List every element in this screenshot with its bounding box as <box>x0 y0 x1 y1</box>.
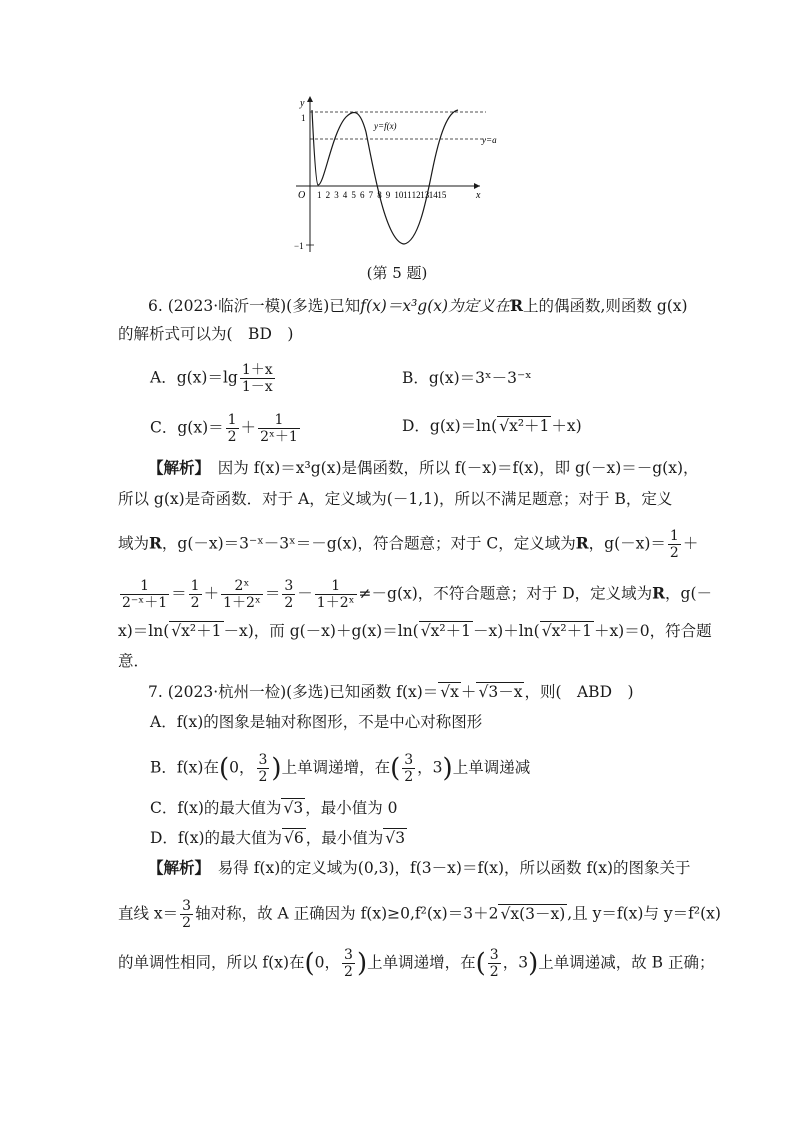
q6-option-c-plus: ＋ <box>240 418 257 437</box>
q6-a5-sqrt3: √x²＋1 <box>541 622 592 640</box>
q6-a4-frac1 <box>120 578 169 611</box>
q7-ob-paren2: ) <box>271 753 282 784</box>
q7-oc-a: C．f(x)的最大值为 <box>150 799 282 817</box>
q6-a4end: ，g(－ <box>665 584 713 603</box>
q7-ob-paren4: ) <box>442 753 453 784</box>
q6-option-a-num: 1＋x <box>241 362 273 378</box>
q6-answer-line1 <box>148 456 699 480</box>
x-tick-label: 11 <box>403 190 412 200</box>
q6-a4f2d: 2 <box>190 595 200 611</box>
q7-a3-paren2: ) <box>356 948 368 979</box>
q6-a4f5n: 1 <box>315 578 357 595</box>
q6-answer-line6: 意． <box>118 652 150 670</box>
q6-a3fd: 2 <box>669 545 679 561</box>
q6-stem-b: f(x)＝x³g(x)为定义在 <box>360 297 511 315</box>
x-tick-label: 2 <box>325 190 331 200</box>
q7-option-a: A．f(x)的图象是轴对称图形，不是中心对称图形 <box>150 713 483 731</box>
q7-a3c: 上单调递减，故 B 正确； <box>538 953 715 972</box>
q7-ob-frac2 <box>402 752 415 785</box>
q7-option-b <box>150 752 530 785</box>
q6-answer-line5 <box>118 619 712 643</box>
q7-ob-frac1 <box>257 752 270 785</box>
q6-a3b: ，g(－x)＝3⁻ˣ－3ˣ＝－g(x)，符合题意；对于 C，定义域为 <box>161 534 576 553</box>
q7-od-b: ，最小值为 <box>305 829 384 847</box>
x-tick-label: 6 <box>360 190 365 200</box>
q7-oc-s: 3 <box>293 799 304 817</box>
q6-option-d-sqrt-body: x²＋1 <box>509 417 550 435</box>
curve-label: y=f(x) <box>374 121 397 131</box>
q7-a2b: 轴对称，故 A 正确因为 f(x)≥0,f²(x)＝3＋2 <box>195 904 499 923</box>
y-top-label: 1 <box>301 113 306 123</box>
q6-a4f5d: 1＋2ˣ <box>316 595 355 611</box>
q6-a5-sqrt2: √x²＋1 <box>420 622 471 640</box>
q6-answer-l1: 因为 f(x)＝x³g(x)是偶函数，所以 f(－x)＝f(x)，即 g(－x)＝－g(x)， <box>217 459 699 477</box>
y-axis-label: y <box>300 98 305 109</box>
function-graph-figure <box>286 92 516 262</box>
q6-a5-sqrt1: √x²＋1 <box>171 622 222 640</box>
figure-caption: (第 5 题) <box>366 264 428 282</box>
x-tick-label: 8 <box>377 190 382 200</box>
q6-a4tail: ≠－g(x)，不符合题意；对于 D，定义域为 <box>358 584 653 603</box>
x-tick-label: 1 <box>317 190 322 200</box>
q6-stem-R: R <box>510 296 523 315</box>
q6-a4f1n: 1 <box>120 578 169 595</box>
q6-a4-frac3 <box>221 578 263 611</box>
x-tick-label: 14 <box>428 190 438 200</box>
q7-a3-paren3: ( <box>475 948 486 979</box>
origin-label: O <box>298 190 306 201</box>
x-tick-label: 13 <box>420 190 430 200</box>
q6-option-d <box>402 414 582 438</box>
q6-stem-line1 <box>148 294 688 318</box>
q6-a3fn: 1 <box>669 528 679 544</box>
graph-svg <box>286 92 516 262</box>
q7-a3i2d: 2 <box>489 964 499 980</box>
q7-oc-sqrt: √3 <box>283 799 304 817</box>
q6-a4f4d: 2 <box>284 595 294 611</box>
line-a-label: y=a <box>482 135 497 145</box>
q7-a2-sqrt: √x(3－x) <box>500 904 566 923</box>
q6-a5s2: x²＋1 <box>430 622 471 640</box>
x-axis-label: x <box>476 190 481 201</box>
x-tick-label: 15 <box>437 190 447 200</box>
q7-stem-a: 7. (2023·杭州一检)(多选)已知函数 f(x)＝ <box>148 683 439 701</box>
q7-a2-frac <box>180 898 193 931</box>
q7-oc-b: ，最小值为 0 <box>305 799 398 817</box>
q6-a4f1d: 2⁻ˣ＋1 <box>122 595 168 611</box>
q6-a4f4n: 3 <box>284 578 294 594</box>
q6-option-c <box>150 412 302 445</box>
q6-answer-line3 <box>118 528 698 561</box>
q6-option-a <box>150 362 277 395</box>
y-bottom-label: −1 <box>294 241 304 251</box>
q6-stem-c: 上的偶函数,则函数 g(x) <box>522 297 688 315</box>
q7-od-sqrt2: √3 <box>385 829 406 847</box>
q7-answer-line2 <box>118 898 721 931</box>
q7-a3i2n: 3 <box>489 947 499 963</box>
q6-a4R: R <box>652 583 666 603</box>
q6-a4f3n: 2ˣ <box>221 578 263 595</box>
q7-ob-i2n: 3 <box>404 752 414 768</box>
q6-option-c-pre: C．g(x)＝ <box>150 418 224 437</box>
q7-a3b: 上单调递增，在 <box>367 953 476 972</box>
q6-a4eq2: ＝ <box>264 584 281 603</box>
q7-a3i1d: 2 <box>344 964 353 980</box>
q6-option-c-f2d: 2ˣ＋1 <box>260 429 298 445</box>
q6-a5s1: x²＋1 <box>181 622 222 640</box>
q7-od-sqrt: √6 <box>284 829 304 847</box>
x-tick-label: 10 <box>394 190 404 200</box>
q7-a2d: 2 <box>182 915 192 931</box>
x-tick-label: 12 <box>411 190 421 200</box>
q7-a2s: x(3－x) <box>510 904 566 923</box>
q6-option-d-sqrt: √x²＋1 <box>499 417 550 435</box>
q7-a1: 易得 f(x)的定义域为(0,3)，f(3－x)＝f(x)，所以函数 f(x)的图象关于 <box>217 859 691 877</box>
q6-a4f2n: 1 <box>190 578 200 594</box>
q6-answer-line2: 所以 g(x)是奇函数．对于 A，定义域为(－1,1)，所以不满足题意；对于 B，定义 <box>118 490 673 508</box>
q6-option-c-f1d: 2 <box>227 429 237 445</box>
q7-answer-line1 <box>148 856 691 880</box>
x-tick-label: 5 <box>351 190 356 200</box>
q7-stem-s2: 3－x <box>488 683 523 701</box>
q7-ob-a: B．f(x)在 <box>150 758 219 777</box>
q7-stem-sqrt1: √x <box>440 683 459 701</box>
q6-a5d: ＋x)＝0，符合题 <box>593 622 712 640</box>
x-tick-labels <box>317 190 447 200</box>
q6-a4-frac5 <box>315 578 357 611</box>
q6-a5c: －x)＋ln( <box>472 622 540 640</box>
q7-stem-sqrt2: √3－x <box>478 683 523 701</box>
q7-ob-i2d: 2 <box>404 769 414 785</box>
q7-od-a: D．f(x)的最大值为 <box>150 829 283 847</box>
q7-stem-p: ＋ <box>460 683 477 701</box>
q7-a2n: 3 <box>182 898 192 914</box>
q7-ob-i1d: 2 <box>258 769 268 785</box>
q7-ob-c: 上单调递减 <box>452 758 531 777</box>
x-axis-arrow <box>474 183 480 189</box>
q6-a4p: ＋ <box>203 584 220 603</box>
q6-option-c-f2n: 1 <box>258 412 300 429</box>
q7-ob-i2b: ，3 <box>417 758 443 777</box>
q6-a3R2: R <box>575 533 589 553</box>
q6-a3R: R <box>149 533 162 553</box>
q6-a4-frac2 <box>189 578 202 611</box>
q7-a3a: 的单调性相同，所以 f(x)在 <box>118 953 305 972</box>
q6-a5s3: x²＋1 <box>551 622 592 640</box>
q7-a3-paren4: ) <box>528 948 539 979</box>
q7-a3-frac1 <box>342 947 355 980</box>
q7-answer-line3 <box>118 947 715 980</box>
q7-ob-i1a: 0， <box>229 758 255 777</box>
x-tick-label: 4 <box>342 190 348 200</box>
q6-a3c: ，g(－x)＝ <box>588 534 666 553</box>
q7-stem <box>148 680 634 704</box>
x-tick-label: 7 <box>368 190 374 200</box>
q7-stem-s1: x <box>450 683 459 701</box>
q6-a5a: x)＝ln( <box>118 622 170 640</box>
q7-option-d <box>150 826 407 850</box>
q7-a3i1n: 3 <box>344 947 353 963</box>
q6-option-d-pre: D．g(x)＝ln( <box>402 417 498 435</box>
x-tick-label: 3 <box>334 190 339 200</box>
q6-option-a-pre: A．g(x)＝lg <box>150 368 238 387</box>
q6-a4f3d: 1＋2ˣ <box>223 595 261 611</box>
q6-a3a: 域为 <box>118 534 150 553</box>
q7-a3-frac2 <box>488 947 501 980</box>
q6-a5b: －x)，而 g(－x)＋g(x)＝ln( <box>223 622 419 640</box>
q6-option-c-frac2 <box>258 412 300 445</box>
q6-stem-line2: 的解析式可以为( BD ) <box>118 325 294 343</box>
q6-a3d: ＋ <box>682 534 699 553</box>
q7-ob-b: 上单调递增，在 <box>281 758 391 777</box>
x-tick-label: 9 <box>385 190 391 200</box>
q6-stem-a: 6. (2023·临沂一模)(多选)已知 <box>148 297 361 315</box>
q7-answer-tag: 【解析】 <box>148 858 203 877</box>
q7-od-s: 6 <box>293 829 304 847</box>
q6-option-d-post: ＋x) <box>551 417 582 435</box>
q6-a3-frac <box>668 528 681 561</box>
q7-ob-i1n: 3 <box>258 752 268 768</box>
q7-od-s2: 3 <box>395 829 406 847</box>
q7-a3-paren1: ( <box>304 948 315 979</box>
y-axis-arrow <box>307 96 313 102</box>
q6-option-c-frac1 <box>226 412 239 445</box>
q7-ob-paren3: ( <box>390 753 401 784</box>
q6-a4-frac4 <box>282 578 295 611</box>
q6-option-a-den: 1－x <box>241 379 273 395</box>
q6-option-b: B．g(x)＝3ˣ－3⁻ˣ <box>402 369 532 387</box>
q6-option-a-frac <box>240 362 275 395</box>
q7-option-c <box>150 796 398 820</box>
q6-a4m: － <box>297 584 313 603</box>
q6-option-c-f1n: 1 <box>227 412 237 428</box>
q7-a3i1a: 0， <box>314 953 341 972</box>
q7-a2a: 直线 x＝ <box>118 904 179 923</box>
q7-ob-paren1: ( <box>218 753 230 784</box>
q6-answer-tag: 【解析】 <box>148 458 203 477</box>
q7-a2c: ,且 y＝f(x)与 y＝f²(x) <box>567 904 721 923</box>
q6-answer-line4 <box>118 578 712 611</box>
q6-a4eq1: ＝ <box>171 584 187 603</box>
q7-stem-b: ，则( ABD ) <box>524 683 634 701</box>
q7-a3i2b: ，3 <box>502 953 529 972</box>
